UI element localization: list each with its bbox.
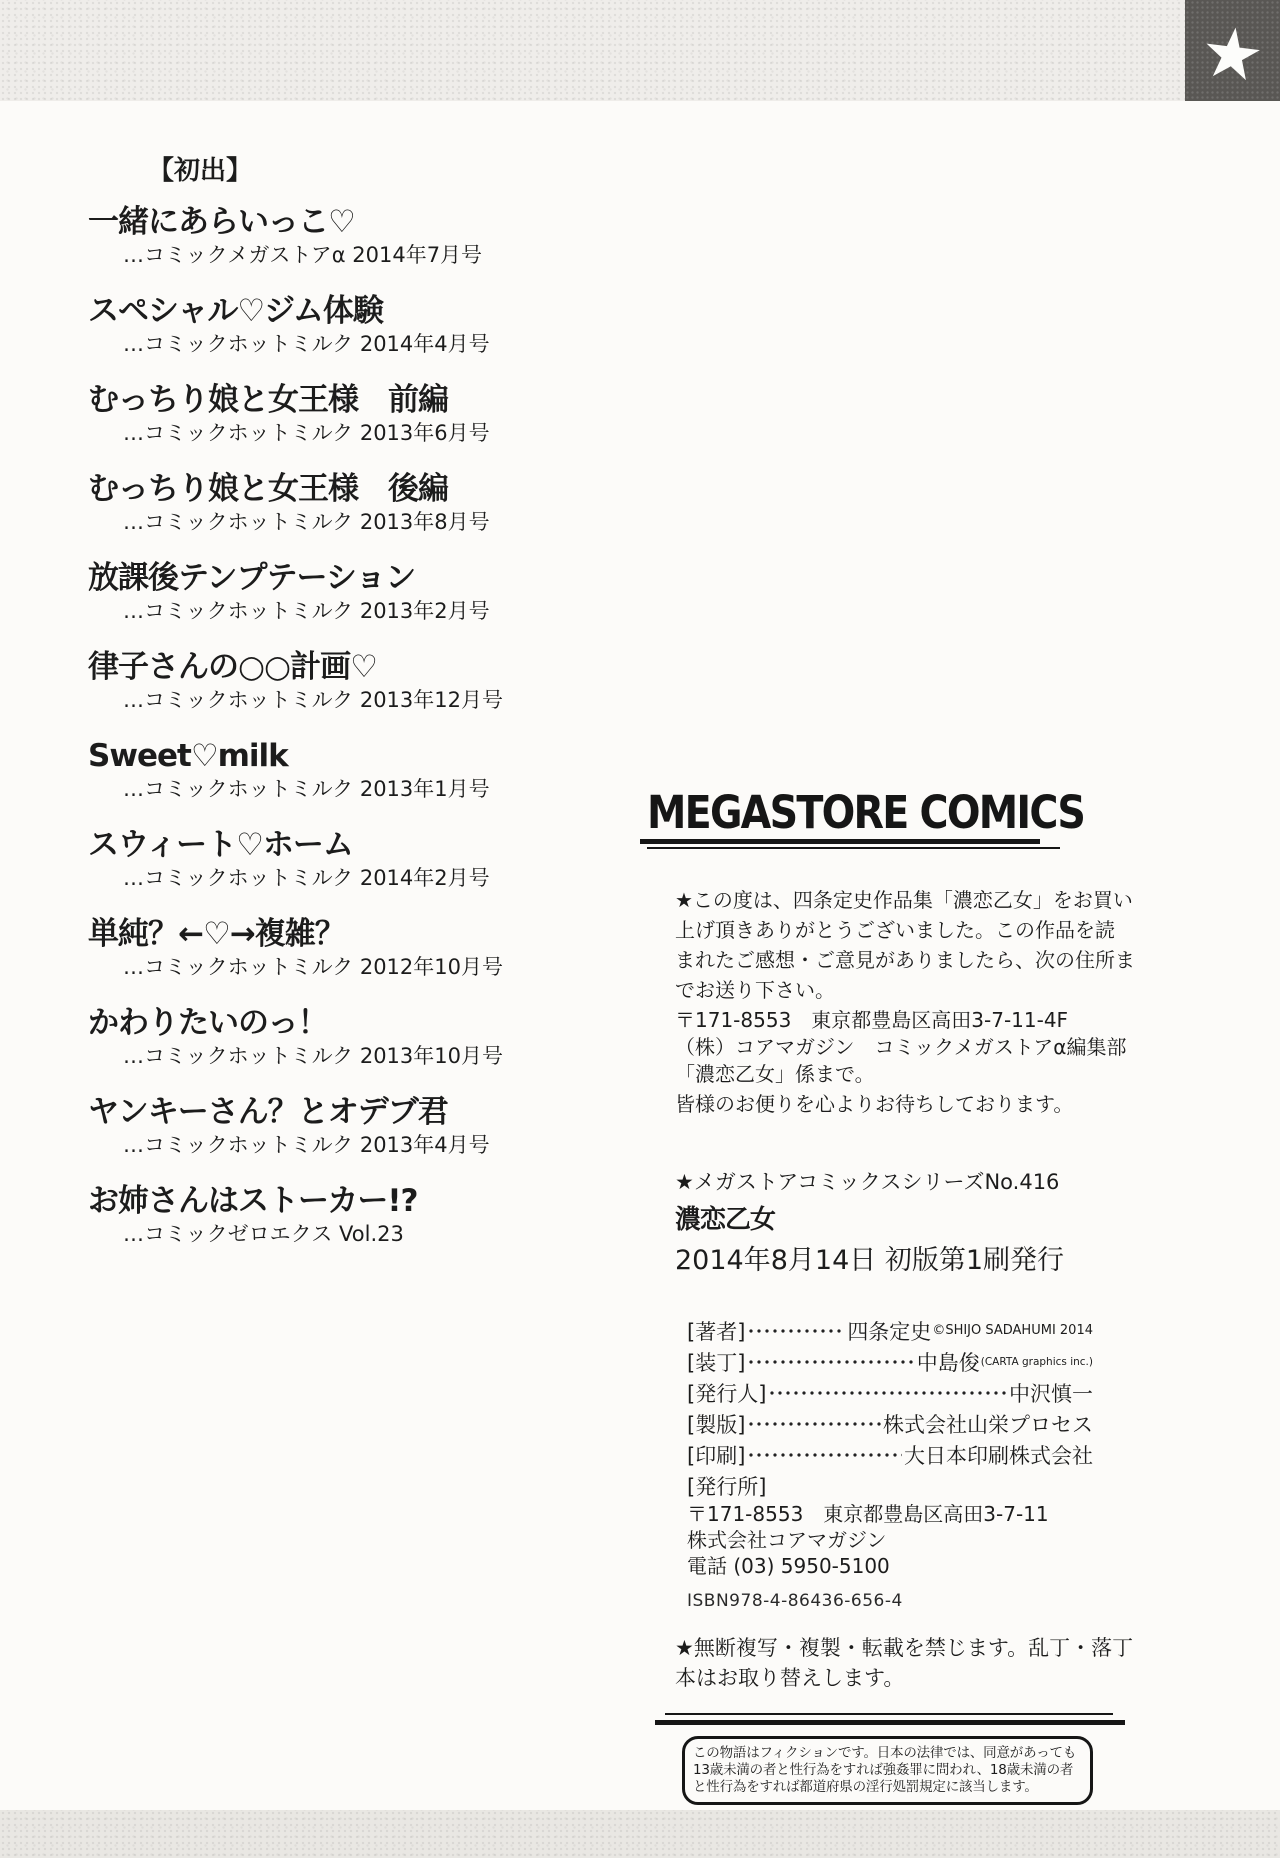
credits-block (687, 1315, 1093, 1611)
editorial-address-line: 「濃恋乙女」係まで。 (675, 1062, 875, 1086)
series-number: ★メガストアコミックスシリーズNo.416 (675, 1170, 1060, 1194)
publication-history-list (88, 156, 558, 1270)
publisher-address-line: 電話 (03) 5950-5100 (687, 1554, 890, 1578)
list-item (88, 825, 558, 891)
corner-square (1185, 0, 1280, 101)
editorial-address (675, 1007, 1133, 1088)
credit-row-printing (687, 1439, 1093, 1470)
fiction-disclaimer-line: と性行為をすれば都道府県の淫行処罰規定に該当します。 (693, 1779, 1038, 1795)
isbn: ISBN978-4-86436-656-4 (687, 1591, 903, 1611)
list-item (88, 291, 558, 357)
publisher-address-line: 株式会社コアマガジン (687, 1528, 887, 1552)
publisher-address-line: 〒171-8553 東京都豊島区高田3-7-11 (687, 1502, 1049, 1526)
list-item (88, 736, 558, 802)
reader-letter-line: ★この度は、四条定史作品集「濃恋乙女」をお買い (675, 888, 1133, 912)
list-item-source: …コミックホットミルク 2013年4月号 (123, 1133, 490, 1157)
list-item (88, 1181, 558, 1247)
list-item (88, 1003, 558, 1069)
credit-row-publisher-person (687, 1377, 1093, 1408)
book-title: 濃恋乙女 (675, 1205, 776, 1235)
list-item-source: …コミックホットミルク 2014年4月号 (123, 332, 490, 356)
dotted-leader (747, 1346, 914, 1377)
list-item-title: ヤンキーさん？とオデブ君 (88, 1094, 448, 1130)
copy-notice-line: ★無断複写・複製・転載を禁じます。乱丁・落丁 (675, 1636, 1134, 1660)
copy-notice-line: 本はお取り替えします。 (675, 1666, 905, 1690)
editorial-address-line: （株）コアマガジン コミックメガストアα編集部 (675, 1035, 1127, 1059)
credit-row-author (687, 1315, 1093, 1346)
credit-suffix: ©SHIJO SADAHUMI 2014 (932, 1323, 1093, 1338)
credit-value: 株式会社山栄プロセス (883, 1412, 1093, 1437)
credit-label: [印刷] (687, 1443, 746, 1468)
megastore-comics-logo: MEGASTORE COMICS (647, 786, 1085, 839)
list-item (88, 380, 558, 446)
list-item (88, 647, 558, 713)
list-item-title: スウィート♡ホーム (88, 827, 353, 863)
list-item-source: …コミックホットミルク 2013年6月号 (123, 421, 490, 445)
credit-value: 中島俊 (916, 1350, 980, 1375)
list-item-source: …コミックホットミルク 2013年2月号 (123, 599, 490, 623)
list-item-title: 律子さんの○○計画♡ (88, 649, 377, 685)
list-item (88, 1092, 558, 1158)
dotted-leader (747, 1315, 845, 1346)
list-item-title: お姉さんはストーカー!? (88, 1183, 418, 1219)
credit-label: [発行人] (687, 1381, 767, 1406)
list-item-title: 放課後テンプテーション (88, 560, 416, 596)
list-item-source: …コミックホットミルク 2013年10月号 (123, 1044, 503, 1068)
reader-letter-line: でお送り下さい。 (675, 978, 835, 1002)
list-item-source: …コミックゼロエクス Vol.23 (123, 1222, 404, 1246)
list-item (88, 469, 558, 535)
list-item-title: スペシャル♡ジム体験 (88, 293, 383, 329)
list-item-title: Sweet♡milk (88, 738, 288, 774)
dotted-leader (747, 1408, 881, 1439)
logo-underline-thin (647, 847, 1060, 849)
credit-label: [著者] (687, 1319, 746, 1344)
publication-history-header: 【初出】 (148, 156, 253, 186)
credit-label: [装丁] (687, 1350, 746, 1375)
list-item-title: かわりたいのっ！ (88, 1005, 328, 1041)
publisher-address (687, 1501, 1093, 1579)
list-item-source: …コミックホットミルク 2013年1月号 (123, 777, 490, 801)
list-item-source: …コミックホットミルク 2014年2月号 (123, 866, 490, 890)
dotted-leader (747, 1439, 902, 1470)
list-item (88, 202, 558, 268)
dotted-leader (768, 1377, 1007, 1408)
divider-thick (655, 1720, 1125, 1725)
colophon-column (647, 786, 1135, 1805)
list-item-source: …コミックホットミルク 2013年8月号 (123, 510, 490, 534)
reader-letter (675, 885, 1133, 1005)
credit-value: 中沢慎一 (1009, 1381, 1093, 1406)
list-item-source: …コミックホットミルク 2013年12月号 (123, 688, 503, 712)
credit-value: 大日本印刷株式会社 (904, 1443, 1093, 1468)
reader-letter-line: まれたご感想・ご意見がありましたら、次の住所ま (675, 948, 1135, 972)
logo-underline-thick (640, 839, 1040, 844)
fiction-disclaimer-box (682, 1736, 1093, 1805)
list-item-source: …コミックメガストアα 2014年7月号 (123, 243, 483, 267)
credit-label: [製版] (687, 1412, 746, 1437)
editorial-address-line: 〒171-8553 東京都豊島区高田3-7-11-4F (675, 1008, 1069, 1032)
list-item-title: 一緒にあらいっこ♡ (88, 204, 355, 240)
list-item-source: …コミックホットミルク 2012年10月号 (123, 955, 503, 979)
fiction-disclaimer-line: この物語はフィクションです。日本の法律では、同意があっても (693, 1745, 1077, 1761)
fiction-disclaimer-line: 13歳未満の者と性行為をすれば強姦罪に問われ、18歳未満の者 (693, 1762, 1074, 1778)
divider-thin (665, 1713, 1113, 1715)
list-item (88, 558, 558, 624)
list-item (88, 914, 558, 980)
copy-notice (675, 1633, 1133, 1693)
list-item-title: むっちり娘と女王様 後編 (88, 471, 448, 507)
reader-letter-line: 上げ頂きありがとうございました。この作品を読 (675, 918, 1115, 942)
bottom-scan-band (0, 1810, 1280, 1858)
publisher-label: [発行所] (687, 1474, 767, 1499)
print-date: 2014年8月14日 初版第1刷発行 (675, 1245, 1065, 1276)
credit-value: 四条定史 (847, 1319, 932, 1344)
list-item-title: むっちり娘と女王様 前編 (88, 382, 448, 418)
credit-row-plate (687, 1408, 1093, 1439)
star-icon: ★ (1196, 8, 1269, 99)
credit-suffix: (CARTA graphics inc.) (980, 1355, 1093, 1368)
list-item-title: 単純？←♡→複雑？ (88, 916, 345, 952)
top-scan-band (0, 0, 1280, 101)
wait-message: 皆様のお便りを心よりお待ちしております。 (675, 1092, 1074, 1116)
credit-row-design (687, 1346, 1093, 1377)
